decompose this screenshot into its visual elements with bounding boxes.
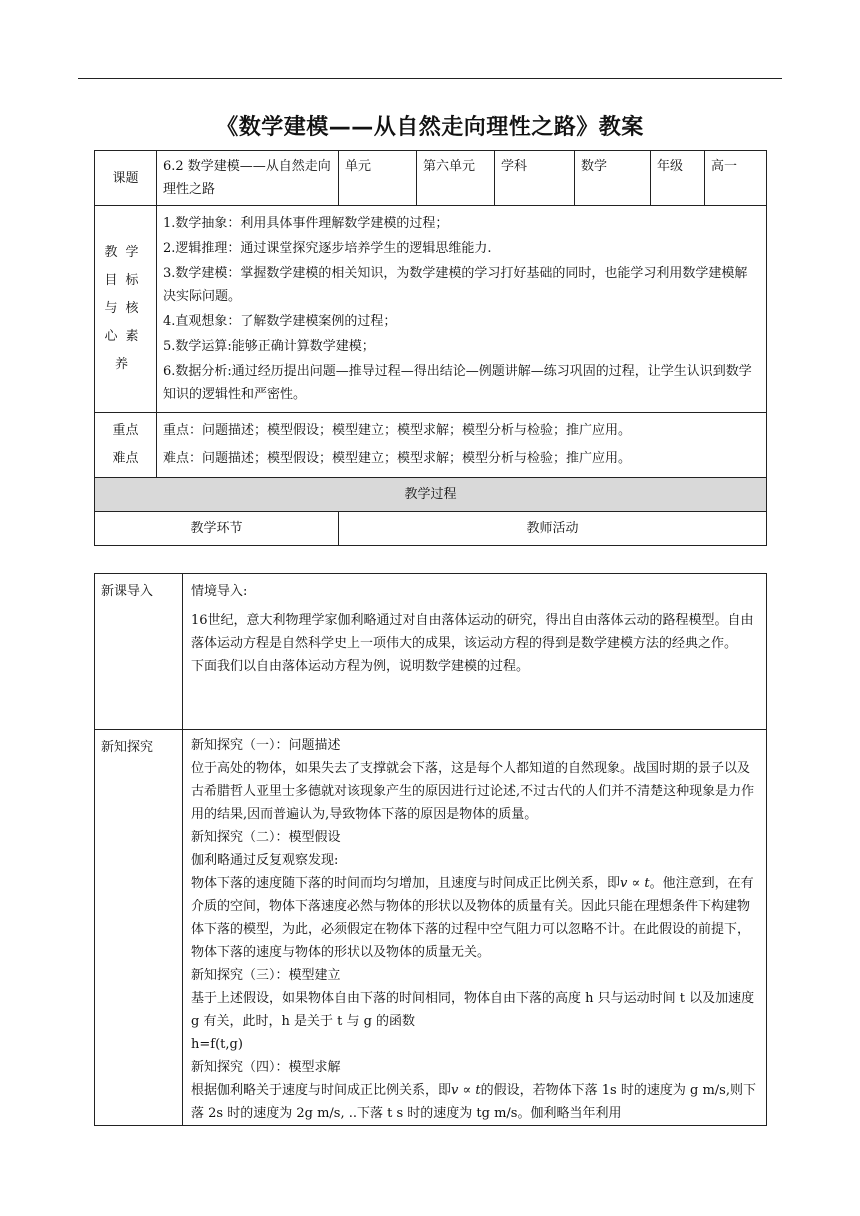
objective-item: 5.数学运算:能够正确计算数学建模； bbox=[163, 339, 375, 354]
intro-paragraph: 下面我们以自由落体运动方程为例，说明数学建模的过程。 bbox=[191, 659, 530, 674]
explore-paragraph bbox=[191, 872, 760, 964]
unit-value: 第六单元 bbox=[417, 151, 495, 206]
key-point-text: 重点：问题描述；模型假设；模型建立；模型求解；模型分析与检验；推广应用。 bbox=[163, 423, 632, 438]
grade-value: 高一 bbox=[705, 151, 767, 206]
difficult-point-text: 难点：问题描述；模型假设；模型建立；模型求解；模型分析与检验；推广应用。 bbox=[163, 451, 632, 466]
grade-label: 年级 bbox=[651, 151, 705, 206]
objectives-content bbox=[157, 206, 767, 413]
intro-stage: 新课导入 bbox=[95, 574, 183, 730]
explore-text: 的假设，若物体下落 1s 时的速度为 g m/s,则下落 2s 时的速度为 2g m/s, ..下落 t s 时的速度为 tg m/s。伽利略当年利用 bbox=[191, 1083, 756, 1121]
lesson-plan-table bbox=[94, 150, 767, 546]
intro-content bbox=[183, 574, 767, 730]
process-section-row bbox=[95, 478, 767, 512]
key-points-content bbox=[157, 413, 767, 478]
intro-heading: 情境导入: bbox=[191, 584, 248, 599]
explore-paragraph: 位于高处的物体，如果失去了支撑就会下落，这是每个人都知道的自然现象。战国时期的景子以及古希腊哲人亚里士多德就对该现象产生的原因进行过论述,不过古代的人们并不清楚这种现象是力作用的结果,因而普遍认为,导致物体下落的原因是物体的质量。 bbox=[191, 761, 755, 822]
proportion-formula: v ∝ t bbox=[620, 876, 650, 891]
subject-label: 学科 bbox=[495, 151, 575, 206]
header-rule bbox=[78, 78, 782, 79]
explore-heading-1: 新知探究（一）：问题描述 bbox=[191, 738, 341, 753]
proportion-formula: v ∝ t bbox=[451, 1083, 481, 1098]
topic-value: 6.2 数学建模——从自然走向理性之路 bbox=[157, 151, 339, 206]
objective-item: 4.直观想象：了解数学建模案例的过程； bbox=[163, 314, 397, 329]
document-title: 《数学建模——从自然走向理性之路》教案 bbox=[216, 115, 644, 140]
explore-heading-4: 新知探究（四）：模型求解 bbox=[191, 1060, 341, 1075]
subject-value: 数学 bbox=[575, 151, 651, 206]
objective-item: 1.数学抽象：利用具体事件理解数学建模的过程； bbox=[163, 216, 449, 231]
topic-label: 课题 bbox=[95, 151, 157, 206]
activity-column-header: 教师活动 bbox=[339, 512, 767, 546]
objectives-label: 教学目标与核心素养 bbox=[95, 206, 157, 413]
objective-item: 3.数学建模：掌握数学建模的相关知识，为数学建模的学习打好基础的同时，也能学习利用数学建模解决实际问题。 bbox=[163, 266, 748, 304]
objectives-row bbox=[95, 206, 767, 413]
height-function-formula: h=f(t,g) bbox=[191, 1037, 243, 1052]
header-row bbox=[95, 151, 767, 206]
explore-text: 。他注意到，在有介质的空间，物体下落速度必然与物体的形状以及物体的质量有关。因此只能在理想条件下构建物体下落的模型，为此，必须假定在物体下落的过程中空气阻力可以忽略不计。在此假设的前提下，物体下落的速度与物体的形状以及物体的质量无关。 bbox=[191, 876, 754, 960]
intro-paragraph: 16世纪，意大利物理学家伽利略通过对自由落体运动的研究，得出自由落体云动的路程模型。自由落体运动方程是自然科学史上一项伟大的成果，该运动方程的得到是数学建模方法的经典之作。 bbox=[191, 613, 754, 651]
explore-heading-3: 新知探究（三）：模型建立 bbox=[191, 968, 341, 983]
explore-stage: 新知探究 bbox=[95, 730, 183, 1126]
explore-text: 物体下落的速度随下落的时间而均匀增加，且速度与时间成正比例关系，即 bbox=[191, 876, 621, 891]
explore-heading-2: 新知探究（二）：模型假设 bbox=[191, 830, 341, 845]
key-label: 重点 bbox=[112, 423, 139, 438]
intro-row bbox=[95, 574, 767, 730]
key-points-label bbox=[95, 413, 157, 478]
process-table bbox=[94, 573, 767, 1126]
process-section-title: 教学过程 bbox=[95, 478, 767, 512]
explore-paragraph: 伽利略通过反复观察发现: bbox=[191, 853, 339, 868]
objective-item: 6.数据分析:通过经历提出问题—推导过程—得出结论—例题讲解—练习巩固的过程，让学生认识到数学知识的逻辑性和严密性。 bbox=[163, 364, 752, 402]
process-column-header-row bbox=[95, 512, 767, 546]
explore-paragraph bbox=[191, 1079, 760, 1125]
explore-text: 根据伽利略关于速度与时间成正比例关系，即 bbox=[191, 1083, 452, 1098]
explore-row bbox=[95, 730, 767, 1126]
objective-item: 2.逻辑推理：通过课堂探究逐步培养学生的逻辑思维能力. bbox=[163, 241, 492, 256]
key-points-row bbox=[95, 413, 767, 478]
explore-paragraph: 基于上述假设，如果物体自由下落的时间相同，物体自由下落的高度 h 只与运动时间 t 以及加速度 g 有关，此时，h 是关于 t 与 g 的函数 bbox=[191, 991, 755, 1029]
difficult-label: 难点 bbox=[112, 451, 139, 466]
explore-content bbox=[183, 730, 767, 1126]
stage-column-header: 教学环节 bbox=[95, 512, 339, 546]
unit-label: 单元 bbox=[339, 151, 417, 206]
